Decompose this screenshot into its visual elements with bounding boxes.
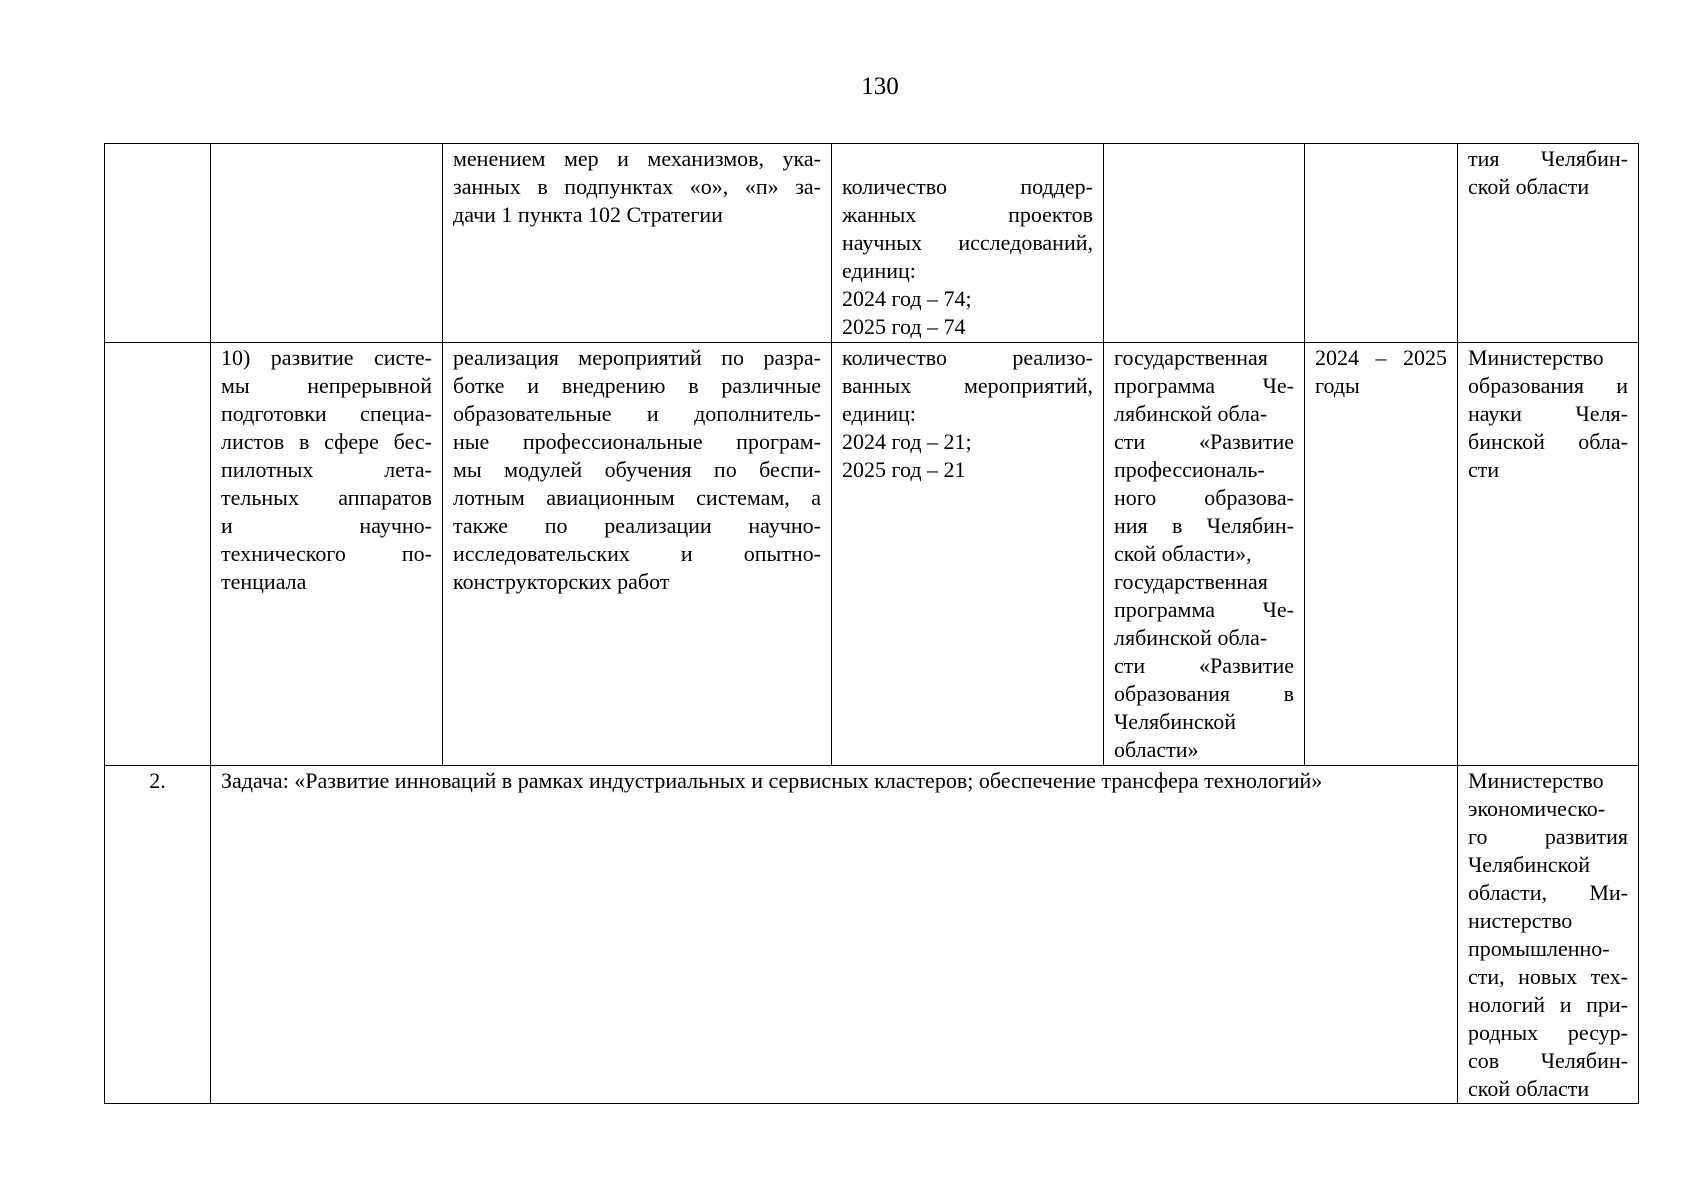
cell-task	[211, 144, 443, 343]
cell-indicator	[832, 144, 1104, 343]
text-line: тельных аппаратов	[221, 485, 432, 510]
text-line: профессиональ-	[1114, 457, 1265, 482]
text-line: дачи 1 пункта 102 Стратегии	[453, 202, 723, 227]
cell-responsible	[1458, 343, 1639, 766]
text-line: научных исследований,	[842, 230, 1093, 255]
text-line: лотным авиационным системам, а	[453, 485, 821, 510]
text-line: области, Ми-	[1468, 880, 1628, 905]
cell-period	[1305, 343, 1458, 766]
text-line: количество реализо-	[842, 345, 1093, 370]
text-line: ботке и внедрению в различные	[453, 373, 821, 398]
text-line: единиц:	[842, 401, 916, 426]
text-line: ской области	[1468, 1076, 1590, 1101]
text-line: ской области»,	[1114, 541, 1252, 566]
text-line: годы	[1315, 373, 1360, 398]
text-line: науки Челя-	[1468, 401, 1628, 426]
text-line: Челябинской	[1114, 709, 1237, 734]
text-line: программа Че-	[1114, 373, 1294, 398]
text-line: программа Че-	[1114, 597, 1294, 622]
text-line: Челябинской	[1468, 852, 1591, 877]
cell-program	[1104, 343, 1305, 766]
cell-program	[1104, 144, 1305, 343]
cell-responsible	[1458, 766, 1639, 1104]
text-line: ного образова-	[1114, 485, 1294, 510]
text-line: государственная	[1114, 345, 1268, 370]
text-line: образования в	[1114, 681, 1294, 706]
text-line: Министерство	[1468, 345, 1604, 370]
text-line: также по реализации научно-	[453, 513, 821, 538]
cell-number: 2.	[105, 766, 211, 1104]
cell-period	[1305, 144, 1458, 343]
cell-responsible	[1458, 144, 1639, 343]
text-line: тия Челябин-	[1468, 146, 1628, 171]
text-line: лябинской обла-	[1114, 401, 1268, 426]
text-line: подготовки специа-	[221, 401, 432, 426]
text-line: 2024 – 2025	[1315, 345, 1447, 370]
cell-event	[443, 144, 832, 343]
cell-event	[443, 343, 832, 766]
text-line: количество поддер-	[842, 174, 1093, 199]
text-line: промышленно-	[1468, 936, 1610, 961]
cell-number	[105, 144, 211, 343]
text-line: образовательные и дополнитель-	[453, 401, 821, 426]
text-line	[842, 145, 1093, 173]
text-line: 2025 год – 74	[842, 314, 966, 339]
text-line: области»	[1114, 737, 1199, 762]
table-row-continuation	[105, 144, 1639, 343]
page-number: 130	[861, 73, 899, 100]
text-line: 2024 год – 21;	[842, 429, 972, 454]
text-line: нистерство	[1468, 908, 1573, 933]
cell-number	[105, 343, 211, 766]
text-line: пилотных лета-	[221, 457, 432, 482]
text-line: жанных проектов	[842, 202, 1093, 227]
table-row-task-2	[105, 766, 1639, 1104]
text-line: мы модулей обучения по беспи-	[453, 457, 821, 482]
text-line: сти «Развитие	[1114, 653, 1294, 678]
text-line: ской области	[1468, 174, 1590, 199]
task-heading: Задача: «Развитие инноваций в рамках индустриальных и сервисных кластеров; обеспечение трансфера технологий»	[221, 768, 1323, 793]
document-table	[104, 143, 1639, 1104]
text-line: сов Челябин-	[1468, 1048, 1628, 1073]
text-line: ные профессиональные програм-	[453, 429, 821, 454]
text-line: сти «Развитие	[1114, 429, 1294, 454]
text-line: экономическо-	[1468, 796, 1606, 821]
text-line: менением мер и механизмов, ука-	[453, 146, 821, 171]
text-line: государственная	[1114, 569, 1268, 594]
text-line: реализация мероприятий по разра-	[453, 345, 821, 370]
text-line: листов в сфере бес-	[221, 429, 432, 454]
text-line: лябинской обла-	[1114, 625, 1268, 650]
text-line: го развития	[1468, 824, 1628, 849]
text-line: и научно-	[221, 513, 432, 538]
table-row-10	[105, 343, 1639, 766]
text-line: сти	[1468, 457, 1500, 482]
text-line: 2025 год – 21	[842, 457, 966, 482]
text-line: занных в подпунктах «о», «п» за-	[453, 174, 821, 199]
cell-indicator	[832, 343, 1104, 766]
text-line: единиц:	[842, 258, 916, 283]
text-line: Министерство	[1468, 768, 1604, 793]
text-line: 2024 год – 74;	[842, 286, 972, 311]
text-line: технического по-	[221, 541, 432, 566]
text-line: ния в Челябин-	[1114, 513, 1294, 538]
text-line: 10) развитие систе-	[221, 345, 432, 370]
text-line: конструкторских работ	[453, 569, 670, 594]
cell-task	[211, 343, 443, 766]
text-line: ванных мероприятий,	[842, 373, 1093, 398]
cell-task-heading	[211, 766, 1458, 1104]
text-line: образования и	[1468, 373, 1628, 398]
text-line: нологий и при-	[1468, 992, 1628, 1017]
text-line: мы непрерывной	[221, 373, 432, 398]
text-line: тенциала	[221, 569, 307, 594]
text-line: родных ресур-	[1468, 1020, 1628, 1045]
text-line: исследовательских и опытно-	[453, 541, 821, 566]
text-line: бинской обла-	[1468, 429, 1628, 454]
text-line: сти, новых тех-	[1468, 964, 1628, 989]
